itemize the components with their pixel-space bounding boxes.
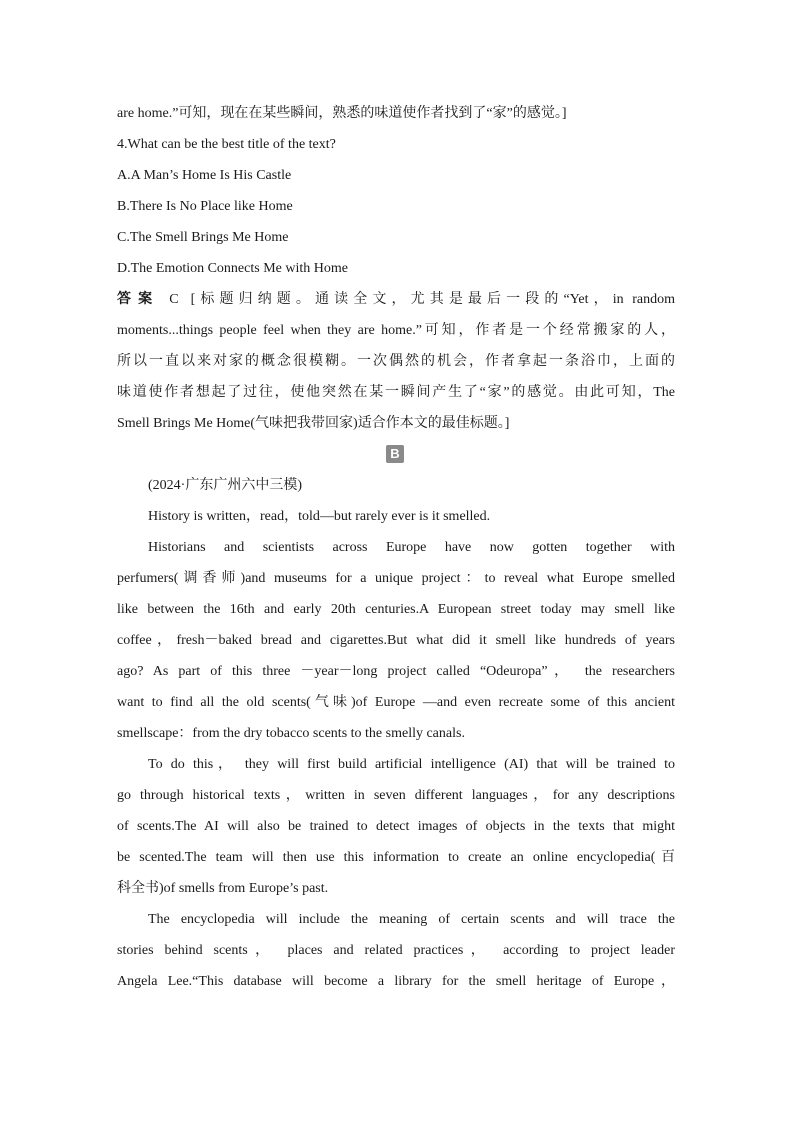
- passage-p2-line-5: ago? As part of this three －year－long project called “Odeuropa”， the researchers: [117, 664, 675, 679]
- answer4-line-2: moments...things people feel when they are home.”可知，作者是一个经常搬家的人，: [117, 323, 675, 338]
- section-header: [117, 439, 675, 470]
- passage-p4-line-3: Angela Lee.“This database will become a library for the smell heritage of Europe，: [117, 974, 675, 989]
- answer4-line-3: 所以一直以来对家的概念很模糊。一次偶然的机会，作者拿起一条浴巾，上面的: [117, 354, 675, 369]
- passage-p3-line-4: be scented.The team will then use this information to create an online encyclopedia(百: [117, 850, 675, 865]
- answer4-text-1: [标题归纳题。通读全文，尤其是最后一段的“Yet，in random: [190, 292, 675, 307]
- question4-option-d: D.The Emotion Connects Me with Home: [117, 261, 348, 276]
- passage-p2-line-4: coffee，fresh－baked bread and cigarettes.But what did it smell like hundreds of years: [117, 633, 675, 648]
- passage-p1: History is written，read，told—but rarely ever is it smelled.: [148, 509, 491, 524]
- answer4-line-5: Smell Brings Me Home(气味把我带回家)适合作本文的最佳标题。]: [117, 416, 510, 431]
- passage-p3-line-1: To do this， they will first build artificial intelligence (AI) that will be trained to: [148, 757, 675, 772]
- question4-option-a: A.A Man’s Home Is His Castle: [117, 168, 292, 183]
- passage-p2-line-2: perfumers(调香师)and museums for a unique project：to reveal what Europe smelled: [117, 571, 675, 586]
- document-page: [117, 98, 675, 997]
- passage-p2-line-6: want to find all the old scents(气味)of Europe —and even recreate some of this ancient: [117, 695, 675, 710]
- question4-option-c: C.The Smell Brings Me Home: [117, 230, 289, 245]
- question4-stem: 4.What can be the best title of the text?: [117, 137, 336, 152]
- passage-p3-line-3: of scents.The AI will also be trained to detect images of objects in the texts that might: [117, 819, 675, 834]
- answer3-continuation: are home.”可知，现在在某些瞬间，熟悉的味道使作者找到了“家”的感觉。]: [117, 106, 567, 121]
- answer-label: 答案: [117, 292, 160, 307]
- passage-p4-line-1: The encyclopedia will include the meaning of certain scents and will trace the: [148, 912, 675, 927]
- passage-p4-line-2: stories behind scents， places and related practices， according to project leader: [117, 943, 675, 958]
- answer4-line-4: 味道使作者想起了过往，使他突然在某一瞬间产生了“家”的感觉。由此可知，The: [117, 385, 675, 400]
- answer-letter: C: [169, 292, 179, 307]
- passage-p2-line-7: smellscape：from the dry tobacco scents to the smelly canals.: [117, 726, 465, 741]
- passage-p3-line-5: 科全书)of smells from Europe’s past.: [117, 881, 329, 896]
- answer4-line-1: [117, 284, 675, 315]
- passage-p3-line-2: go through historical texts，written in seven different languages，for any descriptions: [117, 788, 675, 803]
- question4-option-b: B.There Is No Place like Home: [117, 199, 293, 214]
- passage-p2-line-3: like between the 16th and early 20th centuries.A European street today may smell like: [117, 602, 675, 617]
- passage-source: (2024·广东广州六中三模): [148, 478, 302, 493]
- section-b-badge: B: [386, 445, 404, 463]
- passage-p2-line-1: Historians and scientists across Europe have now gotten together with: [148, 540, 675, 555]
